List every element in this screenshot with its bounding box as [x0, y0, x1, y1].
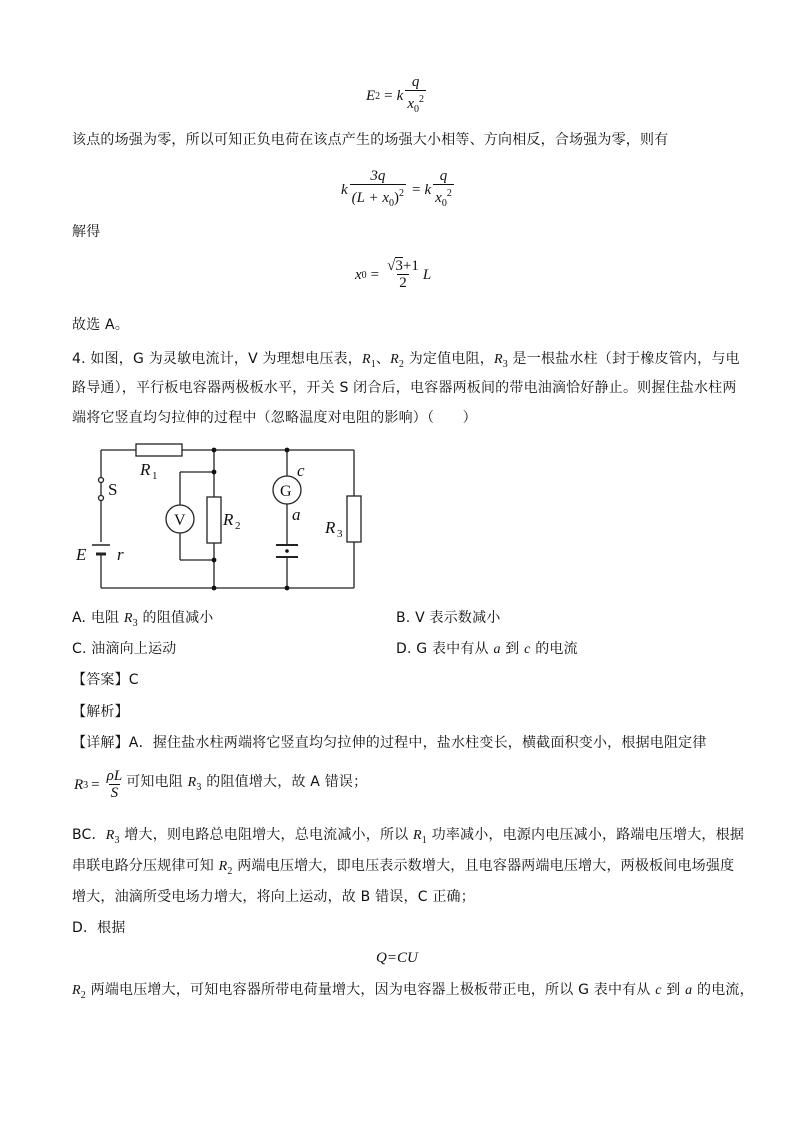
junction-dot	[212, 448, 217, 453]
text-span: 两端电压增大，可知电容器所带电荷量增大，因为电容器上极板带正电，所以 G 表中有从	[85, 982, 656, 998]
switch-contact	[99, 496, 104, 501]
fraction-numerator: q	[411, 74, 420, 90]
fraction-denominator: 2	[399, 275, 407, 291]
equation-solution	[355, 258, 431, 292]
detail-line: 【详解】A．握住盐水柱两端将它竖直均匀拉伸的过程中，盐水柱变长，横截面积变小，根据电阻定律	[72, 735, 707, 751]
eq-sign: =	[91, 776, 100, 793]
eq-paren: )	[394, 190, 400, 206]
detail-line	[72, 825, 744, 851]
label-emf: E	[76, 545, 87, 564]
detail-line	[72, 980, 754, 1006]
junction-dot	[212, 586, 217, 591]
radicand: 3	[395, 258, 403, 274]
eq-sub: 0	[441, 198, 447, 209]
fraction	[350, 168, 406, 212]
option-a[interactable]	[72, 608, 214, 634]
label-c: c	[297, 461, 305, 480]
fraction-numerator: +1	[402, 258, 419, 274]
text-span: 到	[500, 641, 525, 657]
var: a	[685, 983, 693, 998]
var: R	[105, 828, 115, 843]
option-c[interactable]: C. 油滴向上运动	[72, 641, 177, 657]
var: R	[187, 775, 197, 791]
text-span: 串联电路分压规律可知	[72, 858, 219, 874]
text-span: BC．	[72, 827, 106, 843]
text-span: 、	[375, 351, 391, 367]
text-span: 的电流，	[692, 982, 754, 998]
label-voltmeter: V	[174, 512, 186, 529]
var: R	[413, 828, 422, 843]
var: R	[123, 611, 133, 626]
eq-sign: =	[370, 266, 380, 283]
eq-sub: 2	[375, 90, 381, 102]
paragraph-line: 故选 A。	[72, 317, 130, 333]
var-sub: 3	[196, 781, 202, 793]
var: R	[493, 352, 503, 367]
paragraph-line: 解得	[72, 224, 101, 240]
paragraph-line: 该点的场强为零，所以可知正负电荷在该点产生的场强大小相等、方向相反，合场强为零，则有	[72, 132, 669, 148]
eq-var: L	[422, 266, 432, 283]
detail-line: 增大，油滴所受电场力增大，将向上运动，故 B 错误，C 正确；	[72, 889, 475, 905]
label-r2-sub: 2	[235, 520, 241, 532]
var-sub: 3	[114, 834, 120, 846]
junction-dot	[212, 558, 217, 563]
equation-qcu: Q=CU	[376, 950, 418, 966]
var-sub: 3	[132, 617, 138, 629]
eq-sub: 0	[361, 269, 367, 281]
sqrt-symbol: √	[387, 258, 396, 274]
fraction-denominator: (L + x	[351, 190, 390, 206]
label-a: a	[292, 505, 301, 524]
fraction	[385, 258, 421, 292]
var: R	[361, 352, 371, 367]
eq-const: k	[341, 181, 348, 198]
text-span: 到	[661, 982, 686, 998]
text-span: 是一根盐水柱（封于橡皮管内，与电	[507, 351, 740, 367]
label-galvanometer: G	[280, 483, 292, 500]
junction-dot	[285, 448, 290, 453]
eq-const: k	[424, 181, 432, 198]
var: R	[218, 859, 228, 874]
option-b[interactable]: B. V 表示数减小	[396, 610, 501, 626]
junction-dot	[212, 470, 217, 475]
text-span: D. G 表中有从	[396, 641, 494, 657]
var-sub: 1	[421, 834, 427, 846]
detail-line	[74, 768, 367, 802]
text-span: 两端电压增大，即电压表示数增大，且电容器两端电压增大，两极板间电场强度	[232, 858, 735, 874]
junction-dot	[285, 586, 290, 591]
resistor-r3	[347, 496, 361, 542]
eq-sub: 0	[413, 104, 419, 115]
eq-sign: =	[384, 87, 393, 104]
eq-sup: 2	[418, 94, 424, 105]
eq-var: E	[366, 87, 376, 104]
var: c	[524, 642, 531, 657]
question-line	[72, 349, 740, 375]
resistor-r1	[136, 444, 182, 456]
eq-sub: 0	[389, 198, 395, 209]
eq-var: R	[74, 776, 84, 793]
oil-drop	[285, 549, 289, 553]
fraction	[105, 768, 125, 802]
var: R	[390, 352, 399, 367]
answer-label: 【答案】C	[72, 672, 139, 688]
label-switch: S	[108, 480, 118, 499]
equation-resistance	[74, 768, 126, 802]
var: R	[72, 983, 81, 998]
text-span: 可知电阻	[126, 774, 188, 791]
var-sub: 2	[227, 865, 233, 877]
circuit-diagram	[70, 438, 370, 598]
detail-line: D．根据	[72, 920, 126, 936]
var-sub: 1	[370, 358, 376, 370]
text-span: 增大，则电路总电阻增大，总电流减小，所以	[119, 827, 414, 843]
eq-sup: 2	[446, 188, 452, 199]
text-span: 4. 如图，G 为灵敏电流计，V 为理想电压表，	[72, 351, 362, 367]
fraction-denominator: S	[110, 785, 119, 801]
eq-sign: =	[412, 181, 421, 198]
label-r3-sub: 3	[337, 528, 343, 540]
label-r1: R	[140, 460, 151, 479]
analysis-label: 【解析】	[72, 704, 129, 720]
equation-e2	[366, 74, 428, 118]
fraction-numerator: ρL	[106, 768, 123, 784]
eq-const: k	[396, 87, 404, 104]
label-r1-sub: 1	[152, 470, 158, 482]
var: a	[493, 642, 501, 657]
equation-balance	[341, 168, 456, 212]
fraction-denominator: x	[407, 96, 414, 112]
var: c	[655, 983, 662, 998]
fraction-numerator: q	[439, 168, 448, 184]
eq-sub: 3	[83, 779, 89, 791]
fraction	[433, 168, 454, 212]
text-span: 的阻值减小	[137, 610, 214, 626]
fraction	[405, 74, 426, 118]
option-d[interactable]	[396, 639, 578, 660]
fraction-denominator: x	[435, 190, 442, 206]
text-span: 的电流	[530, 641, 578, 657]
text-span: A. 电阻	[72, 610, 124, 626]
eq-sup: 2	[399, 188, 405, 199]
text-span: 为定值电阻，	[404, 351, 494, 367]
switch-contact	[99, 478, 104, 483]
label-r3: R	[325, 518, 336, 537]
label-r2: R	[223, 510, 234, 529]
label-internal-r: r	[117, 545, 124, 564]
var-sub: 2	[398, 358, 405, 370]
var-sub: 3	[502, 358, 508, 370]
var-sub: 2	[80, 989, 86, 1001]
text-span: 的阻值增大，故 A 错误；	[201, 774, 368, 791]
detail-line	[72, 856, 734, 882]
question-line: 路导通），平行板电容器两极板水平，开关 S 闭合后，电容器两板间的带电油滴恰好静止。则握住盐水柱两	[72, 380, 737, 396]
text-span: 功率减小，电源内电压减小，路端电压增大，根据	[426, 827, 745, 843]
eq-var: x	[355, 266, 362, 283]
question-line: 端将它竖直均匀拉伸的过程中（忽略温度对电阻的影响）（ ）	[72, 410, 477, 426]
fraction-numerator: 3q	[370, 168, 386, 184]
resistor-r2	[207, 497, 221, 543]
